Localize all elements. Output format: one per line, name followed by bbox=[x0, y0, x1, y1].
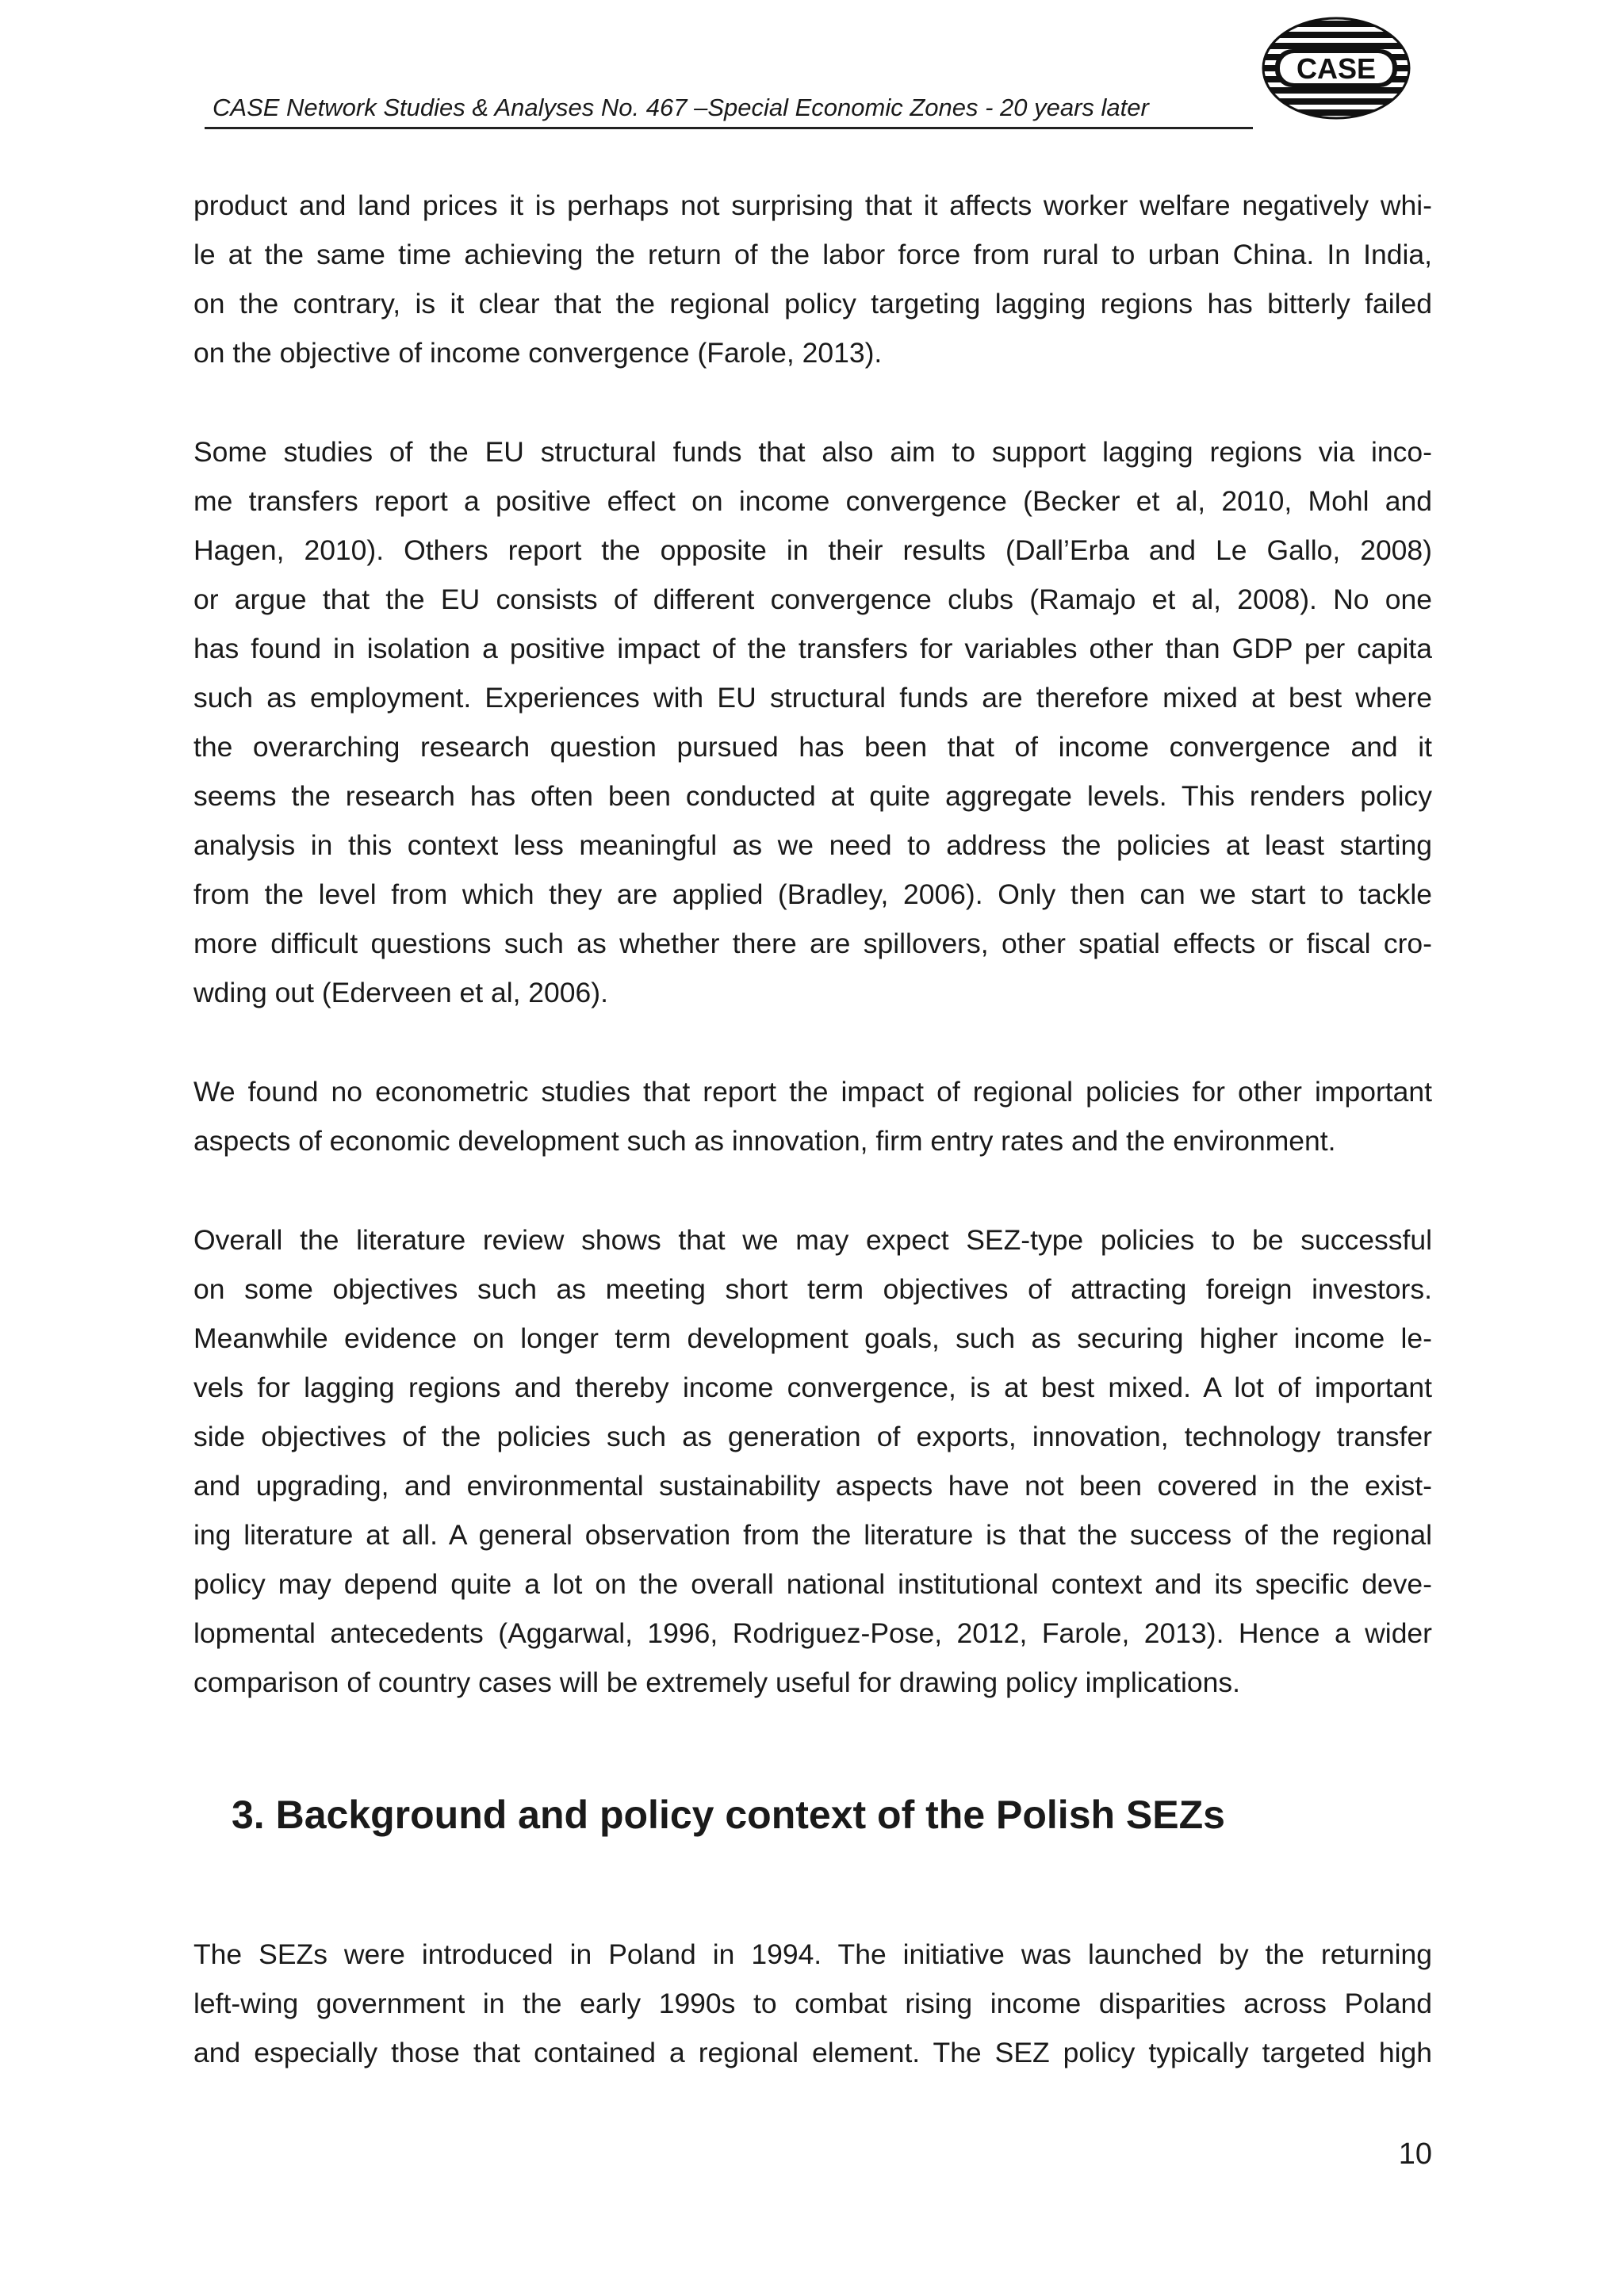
text-line: Overall the literature review shows that we may expect SEZ-type policies to be successful bbox=[193, 1224, 1432, 1256]
text-line: such as employment. Experiences with EU structural funds are therefore mixed at best where bbox=[193, 682, 1432, 714]
text-line: and upgrading, and environmental sustainability aspects have not been covered in the exist- bbox=[193, 1470, 1432, 1502]
section-body-text bbox=[193, 1930, 1432, 2127]
text-line: me transfers report a positive effect on income convergence (Becker et al, 2010, Mohl and bbox=[193, 485, 1432, 517]
text-line: Some studies of the EU structural funds that also aim to support lagging regions via inco- bbox=[193, 436, 1432, 468]
text-line: The SEZs were introduced in Poland in 1994. The initiative was launched by the returning bbox=[193, 1938, 1432, 1970]
text-line: side objectives of the policies such as generation of exports, innovation, technology transfer bbox=[193, 1421, 1432, 1452]
text-line: analysis in this context less meaningful as we need to address the policies at least starting bbox=[193, 829, 1432, 861]
running-header bbox=[205, 86, 1253, 129]
text-line: aspects of economic development such as innovation, firm entry rates and the environment. bbox=[193, 1125, 1336, 1157]
page-number: 10 bbox=[1398, 2137, 1432, 2171]
case-logo bbox=[1261, 16, 1411, 121]
text-line: wding out (Ederveen et al, 2006). bbox=[193, 977, 608, 1008]
section-heading: 3. Background and policy context of the Polish SEZs bbox=[232, 1793, 1225, 1837]
text-line: or argue that the EU consists of different convergence clubs (Ramajo et al, 2008). No one bbox=[193, 584, 1432, 615]
text-line: on some objectives such as meeting short term objectives of attracting foreign investors. bbox=[193, 1273, 1432, 1305]
text-line: on the contrary, is it clear that the regional policy targeting lagging regions has bitterly failed bbox=[193, 288, 1432, 320]
body-text bbox=[193, 181, 1432, 1757]
paragraph-sez-introduction bbox=[193, 1930, 1432, 2077]
text-line: the overarching research question pursued has been that of income convergence and it bbox=[193, 731, 1432, 763]
text-line: from the level from which they are applied (Bradley, 2006). Only then can we start to tackle bbox=[193, 878, 1432, 910]
running-header-title: CASE Network Studies & Analyses No. 467 –Special Economic Zones - 20 years later bbox=[213, 94, 1149, 121]
text-line: Meanwhile evidence on longer term development goals, such as securing higher income le- bbox=[193, 1322, 1432, 1354]
text-line: We found no econometric studies that report the impact of regional policies for other important bbox=[193, 1076, 1432, 1108]
text-line: ing literature at all. A general observation from the literature is that the success of the regional bbox=[193, 1519, 1432, 1551]
text-line: le at the same time achieving the return of the labor force from rural to urban China. In India, bbox=[193, 239, 1432, 270]
text-line: on the objective of income convergence (Farole, 2013). bbox=[193, 337, 883, 369]
paragraph-econometric-studies bbox=[193, 1067, 1432, 1165]
text-line: seems the research has often been conducted at quite aggregate levels. This renders policy bbox=[193, 780, 1432, 812]
text-line: product and land prices it is perhaps not surprising that it affects worker welfare negatively whi- bbox=[193, 189, 1432, 221]
text-line: left-wing government in the early 1990s to combat rising income disparities across Poland bbox=[193, 1988, 1432, 2019]
paragraph-china-india bbox=[193, 181, 1432, 377]
paragraph-literature-review-summary bbox=[193, 1215, 1432, 1707]
text-line: vels for lagging regions and thereby income convergence, is at best mixed. A lot of important bbox=[193, 1372, 1432, 1403]
text-line: more difficult questions such as whether there are spillovers, other spatial effects or fiscal cro- bbox=[193, 928, 1432, 959]
text-line: has found in isolation a positive impact of the transfers for variables other than GDP per capita bbox=[193, 633, 1432, 664]
text-line: comparison of country cases will be extremely useful for drawing policy implications. bbox=[193, 1667, 1240, 1698]
text-line: lopmental antecedents (Aggarwal, 1996, Rodriguez-Pose, 2012, Farole, 2013). Hence a wider bbox=[193, 1617, 1432, 1649]
text-line: Hagen, 2010). Others report the opposite in their results (Dall’Erba and Le Gallo, 2008) bbox=[193, 534, 1432, 566]
case-logo-text: CASE bbox=[1296, 52, 1377, 85]
text-line: policy may depend quite a lot on the overall national institutional context and its specific deve- bbox=[193, 1568, 1432, 1600]
paragraph-eu-structural-funds bbox=[193, 427, 1432, 1017]
text-line: and especially those that contained a regional element. The SEZ policy typically targeted high bbox=[193, 2037, 1432, 2068]
